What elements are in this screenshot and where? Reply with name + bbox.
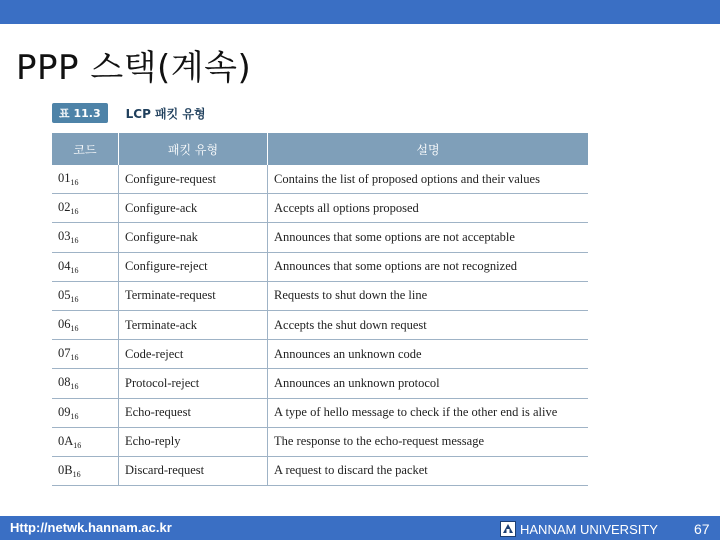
footer-url: Http://netwk.hannam.ac.kr <box>10 520 172 535</box>
table-row <box>52 369 588 398</box>
cell-packet-type: Terminate-request <box>119 281 268 310</box>
cell-code: $05_{16}$ <box>52 281 119 310</box>
cell-description: Announces that some options are not recognized <box>268 252 589 281</box>
university-name: HANNAM UNIVERSITY <box>520 521 658 537</box>
cell-packet-type: Protocol-reject <box>119 369 268 398</box>
cell-code: $03_{16}$ <box>52 223 119 252</box>
table-row <box>52 281 588 310</box>
cell-code: $01_{16}$ <box>52 165 119 194</box>
footer-university <box>500 518 658 540</box>
cell-code: $0A_{16}$ <box>52 427 119 456</box>
header-code: 코드 <box>52 133 119 165</box>
cell-description: Accepts the shut down request <box>268 310 589 339</box>
cell-packet-type: Configure-nak <box>119 223 268 252</box>
cell-packet-type: Configure-ack <box>119 194 268 223</box>
cell-description: Announces that some options are not acceptable <box>268 223 589 252</box>
cell-code: $0B_{16}$ <box>52 456 119 485</box>
cell-description: Accepts all options proposed <box>268 194 589 223</box>
table-row <box>52 223 588 252</box>
page-number: 67 <box>694 521 710 537</box>
slide-title: PPP 스택(계속) <box>16 48 252 88</box>
table-row <box>52 252 588 281</box>
cell-packet-type: Configure-reject <box>119 252 268 281</box>
table-row <box>52 340 588 369</box>
cell-packet-type: Code-reject <box>119 340 268 369</box>
table-row <box>52 310 588 339</box>
cell-packet-type: Terminate-ack <box>119 310 268 339</box>
cell-packet-type: Echo-request <box>119 398 268 427</box>
cell-code: $07_{16}$ <box>52 340 119 369</box>
table-header-row <box>52 133 588 165</box>
header-description: 설명 <box>268 133 589 165</box>
cell-packet-type: Discard-request <box>119 456 268 485</box>
university-logo-icon <box>500 521 516 537</box>
table-caption <box>52 103 206 123</box>
header-packet-type: 패킷 유형 <box>119 133 268 165</box>
table-row <box>52 165 588 194</box>
cell-description: Requests to shut down the line <box>268 281 589 310</box>
table-row <box>52 398 588 427</box>
cell-code: $06_{16}$ <box>52 310 119 339</box>
cell-code: $04_{16}$ <box>52 252 119 281</box>
cell-code: $09_{16}$ <box>52 398 119 427</box>
cell-description: Contains the list of proposed options and their values <box>268 165 589 194</box>
cell-description: A type of hello message to check if the other end is alive <box>268 398 589 427</box>
cell-description: Announces an unknown code <box>268 340 589 369</box>
table-caption-text: LCP 패킷 유형 <box>125 106 206 121</box>
lcp-packet-table <box>52 133 588 486</box>
cell-code: $02_{16}$ <box>52 194 119 223</box>
cell-code: $08_{16}$ <box>52 369 119 398</box>
table-number-tag: 표 11.3 <box>52 103 108 123</box>
table-row <box>52 427 588 456</box>
cell-description: A request to discard the packet <box>268 456 589 485</box>
cell-description: The response to the echo-request message <box>268 427 589 456</box>
table-row <box>52 194 588 223</box>
cell-packet-type: Echo-reply <box>119 427 268 456</box>
cell-description: Announces an unknown protocol <box>268 369 589 398</box>
table-row <box>52 456 588 485</box>
top-bar <box>0 0 720 24</box>
cell-packet-type: Configure-request <box>119 165 268 194</box>
